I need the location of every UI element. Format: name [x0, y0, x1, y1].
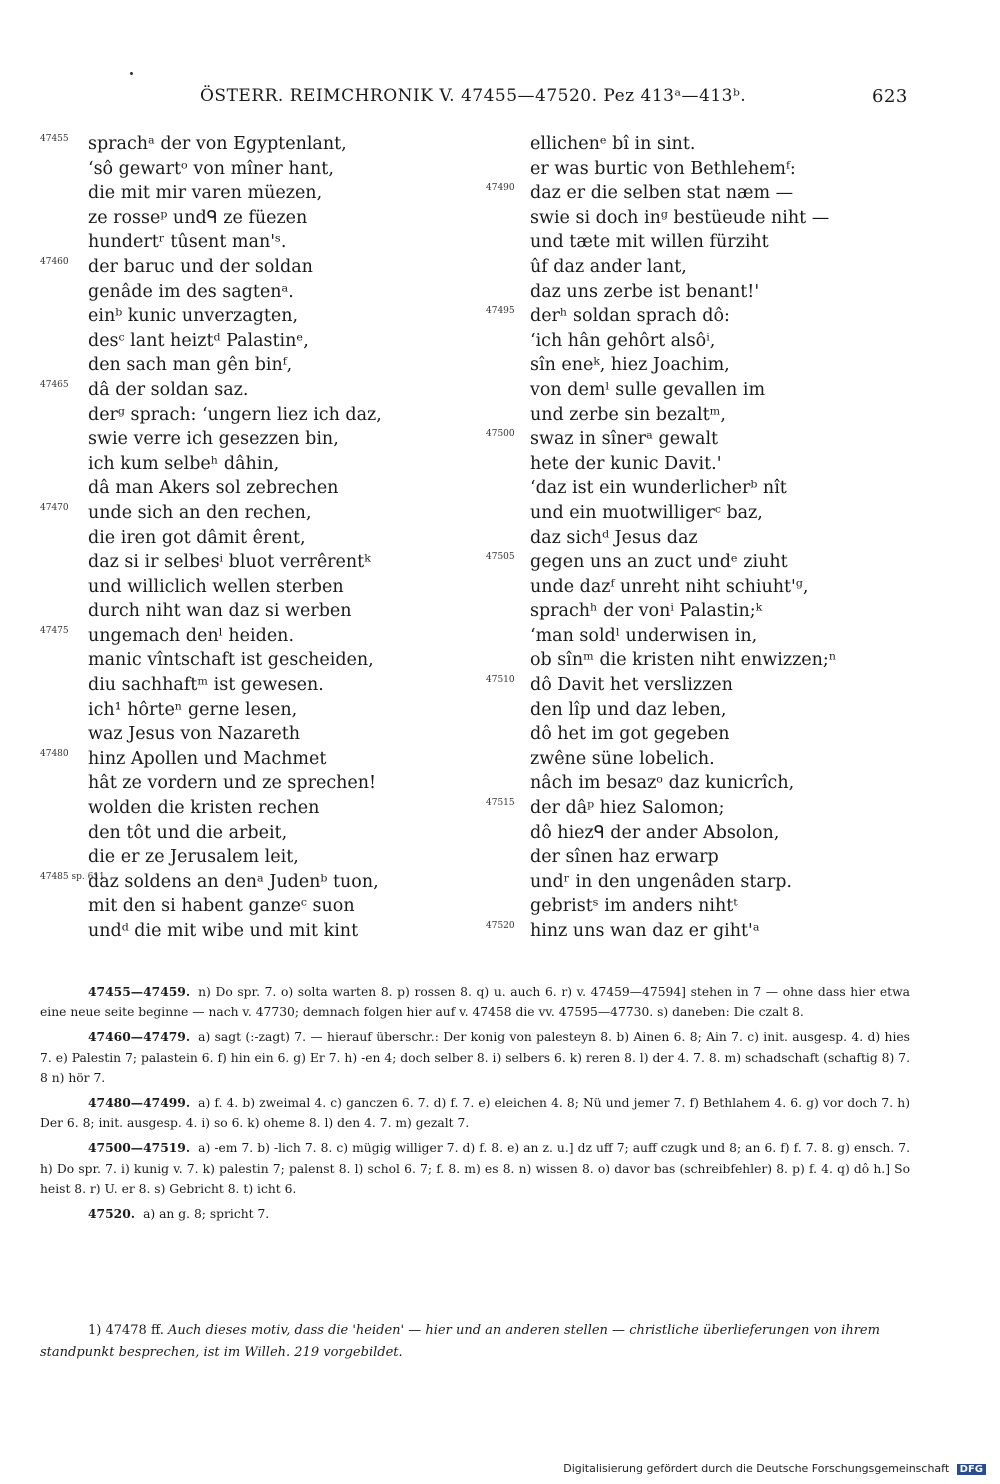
verse-text: sprachᵃ der von Egyptenlant,	[88, 134, 347, 154]
verse-line	[40, 919, 480, 944]
verse-line	[40, 329, 480, 354]
verse-line	[486, 673, 966, 698]
verse-line	[486, 648, 966, 673]
verse-text: ungemach denˡ heiden.	[88, 625, 295, 646]
verse-line	[486, 526, 966, 551]
verse-text: gegen uns an zuct undᵉ ziuht	[530, 552, 788, 573]
verse-text: der dâᵖ hiez Salomon;	[530, 798, 725, 819]
verse-text: ʻich hân gehôrt alsôⁱ,	[530, 330, 716, 351]
verse-text: zwêne süne lobelich.	[530, 748, 715, 769]
line-number: 47480	[40, 748, 69, 759]
verse-text: hundertʳ tûsent man'ˢ.	[88, 232, 287, 253]
dfg-logo: DFG	[957, 1464, 986, 1475]
verse-text: ob sînᵐ die kristen niht enwizzen;ⁿ	[530, 650, 837, 671]
verse-text: hinz Apollen und Machmet	[88, 748, 327, 769]
verse-line	[40, 157, 480, 182]
verse-text: desᶜ lant heiztᵈ Palastinᵉ,	[88, 330, 309, 351]
verse-line	[486, 181, 966, 206]
verse-text: unde sich an den rechen,	[88, 502, 312, 523]
verse-line	[486, 378, 966, 403]
verse-column-left	[40, 132, 480, 944]
verse-line	[486, 821, 966, 846]
verse-line	[40, 648, 480, 673]
footnote-ref: 1) 47478 ff.	[88, 1323, 164, 1338]
verse-text: swie si doch inᵍ bestüeude niht —	[530, 207, 830, 228]
verse-line	[486, 771, 966, 796]
verse-line	[40, 181, 480, 206]
verse-text: die er ze Jerusalem leit,	[88, 847, 299, 868]
verse-text: undᵈ die mit wibe und mit kint	[88, 921, 359, 941]
verse-line	[40, 796, 480, 821]
verse-text: und zerbe sin bezaltᵐ,	[530, 404, 726, 425]
verse-text: manic vîntschaft ist gescheiden,	[88, 650, 374, 671]
verse-line	[40, 452, 480, 477]
verse-text: der sînen haz erwarp	[530, 847, 719, 868]
verse-line	[40, 132, 480, 157]
verse-text: swaz in sînerᵃ gewalt	[530, 429, 719, 450]
verse-text: unde dazᶠ unreht niht schiuht'ᵍ,	[530, 576, 809, 597]
verse-text: hinz uns wan daz er giht'ᵃ	[530, 921, 760, 941]
verse-text: ze rosseᵖ undᑫ ze füezen	[88, 207, 308, 228]
verse-line	[40, 255, 480, 280]
line-number: 47460	[40, 256, 69, 267]
verse-text: daz uns zerbe ist benant!'	[530, 281, 760, 302]
verse-text: und ein muotwilligerᶜ baz,	[530, 502, 763, 523]
verse-line	[40, 353, 480, 378]
apparatus-ref: 47520.	[88, 1206, 136, 1222]
verse-line	[40, 550, 480, 575]
verse-text: dâ der soldan saz.	[88, 379, 249, 400]
verse-line	[40, 575, 480, 600]
verse-text: er was burtic von Bethlehemᶠ:	[530, 158, 796, 179]
verse-line	[486, 698, 966, 723]
verse-text: ûf daz ander lant,	[530, 256, 687, 277]
verse-line	[486, 919, 966, 944]
apparatus-entry	[40, 1204, 910, 1224]
verse-line	[40, 230, 480, 255]
verse-line	[40, 206, 480, 231]
verse-text: den tôt und die arbeit,	[88, 822, 288, 843]
verse-line	[40, 771, 480, 796]
verse-text: dô hiezᑫ der ander Absolon,	[530, 822, 780, 843]
footnote-text: Auch dieses motiv, dass die 'heiden' — hier und an anderen stellen — christliche überlieferungen von ihrem standpunkt besprechen, ist im Willeh. 219 vorgebildet.	[40, 1323, 880, 1360]
verse-line	[40, 526, 480, 551]
verse-line	[486, 845, 966, 870]
scan-speck	[130, 72, 133, 75]
line-number: 47475	[40, 625, 69, 636]
verse-text: ich kum selbeʰ dâhin,	[88, 453, 280, 474]
verse-text: ellichenᵉ bî in sint.	[530, 134, 696, 154]
verse-text: durch niht wan daz si werben	[88, 601, 352, 622]
apparatus-text: a) -em 7. b) -lich 7. 8. c) mügig williger 7. d) f. 8. e) an z. u.] dz uff 7; auff czugk und 8; an 6. f) f. 7. 8. g) ensch. 7. h) Do spr. 7. i) kunig v. 7. k) palestin 7; palenst 8. l) schol 6. 7; f. 8. m) es 8. n) wissen 8. o) davor bas (schreibfehler) 8. p) f. 4. q) dô h.] So heist 8. r) U. er 8. s) Gebricht 8. t) icht 6.	[40, 1141, 910, 1196]
apparatus-ref: 47480—47499.	[88, 1095, 191, 1111]
verse-line	[486, 476, 966, 501]
verse-line	[40, 845, 480, 870]
apparatus-text: a) sagt (:-zagt) 7. — hierauf überschr.: Der konig von palesteyn 8. b) Ainen 6. 8; Ain 7. c) init. ausgesp. 4. d) hies 7. e) Palestin 7; palastein 6. f) hin ein 6. g) Er 7. h) -en 4; doch selber 8. i) selbers 6. k) reren 8. l) der 4. 7. 8. m) schadschaft (schaftig 8) 7. 8 n) hör 7.	[40, 1030, 910, 1085]
verse-line	[40, 403, 480, 428]
line-number: 47495	[486, 306, 515, 317]
verse-line	[40, 698, 480, 723]
verse-line	[40, 722, 480, 747]
verse-text: daz er die selben stat næm —	[530, 183, 794, 204]
verse-text: der baruc und der soldan	[88, 256, 313, 277]
verse-line	[40, 476, 480, 501]
verse-text: und williclich wellen sterben	[88, 576, 344, 597]
digitization-credit	[563, 1462, 986, 1475]
verse-line	[40, 894, 480, 919]
apparatus-entry	[40, 1093, 910, 1133]
verse-text: dô het im got gegeben	[530, 724, 730, 745]
verse-line	[40, 501, 480, 526]
verse-line	[486, 894, 966, 919]
line-number: 47520	[486, 921, 515, 931]
verse-line	[486, 747, 966, 772]
apparatus-ref: 47455—47459.	[88, 984, 191, 999]
verse-line	[486, 403, 966, 428]
verse-text: mit den si habent ganzeᶜ suon	[88, 896, 355, 917]
apparatus-ref: 47500—47519.	[88, 1140, 191, 1156]
verse-line	[486, 452, 966, 477]
verse-text: sprachʰ der vonⁱ Palastin;ᵏ	[530, 601, 763, 622]
verse-text: diu sachhaftᵐ ist gewesen.	[88, 675, 324, 696]
verse-text: swie verre ich gesezzen bin,	[88, 429, 339, 450]
verse-text: und tæte mit willen fürziht	[530, 232, 769, 253]
verse-line	[486, 575, 966, 600]
header-title: ÖSTERR. REIMCHRONIK V. 47455—47520. Pez 413ᵃ—413ᵇ.	[200, 86, 747, 106]
verse-line	[486, 230, 966, 255]
verse-text: derʰ soldan sprach dô:	[530, 306, 730, 327]
verse-text: ich¹ hôrteⁿ gerne lesen,	[88, 699, 298, 720]
page-number: 623	[872, 86, 908, 107]
line-number: 47485 sp. 611	[40, 871, 105, 882]
running-header	[0, 86, 1000, 112]
apparatus-text: n) Do spr. 7. o) solta warten 8. p) rossen 8. q) u. auch 6. r) v. 47459—47594] stehen in 7 — ohne dass hier etwa eine neue seite beginne — nach v. 47730; demnach folgen hier auf v. 47458 die vv. 47595—47730. s) daneben: Die czalt 8.	[40, 985, 910, 1020]
verse-text: dâ man Akers sol zebrechen	[88, 478, 339, 499]
line-number: 47510	[486, 675, 515, 686]
verse-line	[486, 157, 966, 182]
apparatus-entry	[40, 982, 910, 1022]
verse-line	[486, 132, 966, 157]
verse-text: den sach man gên binᶠ,	[88, 355, 293, 376]
verse-text: wolden die kristen rechen	[88, 798, 320, 819]
verse-line	[40, 624, 480, 649]
verse-line	[40, 821, 480, 846]
line-number: 47515	[486, 798, 515, 809]
verse-text: die mit mir varen müezen,	[88, 183, 323, 204]
verse-line	[40, 599, 480, 624]
line-number: 47500	[486, 429, 515, 440]
verse-line	[486, 427, 966, 452]
credit-text: Digitalisierung gefördert durch die Deutsche Forschungsgemeinschaft	[563, 1462, 950, 1475]
verse-text: waz Jesus von Nazareth	[88, 724, 301, 745]
verse-text: nâch im besazᵒ daz kunicrîch,	[530, 773, 795, 794]
verse-text: undʳ in den ungenâden starp.	[530, 871, 792, 892]
verse-text: von demˡ sulle gevallen im	[530, 379, 766, 400]
apparatus-entry	[40, 1138, 910, 1199]
verse-text: derᵍ sprach: ʻungern liez ich daz,	[88, 404, 382, 425]
verse-text: gebristˢ im anders nihtᵗ	[530, 896, 738, 917]
verse-line	[486, 796, 966, 821]
verse-line	[40, 747, 480, 772]
verse-line	[40, 304, 480, 329]
verse-line	[40, 280, 480, 305]
verse-column-right	[486, 132, 966, 944]
critical-apparatus	[40, 982, 910, 1229]
apparatus-entry	[40, 1027, 910, 1088]
verse-text: sîn eneᵏ, hiez Joachim,	[530, 355, 730, 376]
line-number: 47470	[40, 502, 69, 513]
verse-text: ʻsô gewartᵒ von mîner hant,	[88, 158, 334, 179]
verse-text: hete der kunic Davit.'	[530, 453, 722, 474]
verse-text: dô Davit het verslizzen	[530, 675, 733, 696]
verse-line	[40, 378, 480, 403]
verse-text: daz si ir selbesⁱ bluot verrêrentᵏ	[88, 552, 371, 573]
verse-line	[486, 550, 966, 575]
verse-line	[486, 353, 966, 378]
verse-text: die iren got dâmit êrent,	[88, 527, 306, 548]
verse-line	[486, 255, 966, 280]
verse-line	[486, 624, 966, 649]
line-number: 47455	[40, 134, 69, 144]
verse-line	[486, 329, 966, 354]
verse-line	[486, 304, 966, 329]
verse-line	[486, 722, 966, 747]
verse-text: hât ze vordern und ze sprechen!	[88, 773, 377, 794]
line-number: 47490	[486, 183, 515, 194]
verse-text: einᵇ kunic unverzagten,	[88, 306, 299, 327]
verse-line	[486, 870, 966, 895]
verse-text: daz soldens an denᵃ Judenᵇ tuon,	[88, 871, 379, 892]
verse-line	[40, 673, 480, 698]
verse-text: ʻdaz ist ein wunderlicherᵇ nît	[530, 478, 787, 499]
verse-line	[486, 206, 966, 231]
verse-text: ʻman soldˡ underwisen in,	[530, 625, 758, 646]
verse-text: genâde im des sagtenᵃ.	[88, 281, 294, 302]
verse-line	[486, 501, 966, 526]
line-number: 47465	[40, 379, 69, 390]
footnote	[40, 1320, 910, 1364]
verse-line	[40, 870, 480, 895]
apparatus-text: a) f. 4. b) zweimal 4. c) ganczen 6. 7. d) f. 7. e) eleichen 4. 8; Nü und jemer 7. f) Bethlahem 4. 6. g) vor doch 7. h) Der 6. 8; init. ausgesp. 4. i) so 6. k) oheme 8. l) den 4. 7. m) gezalt 7.	[40, 1096, 910, 1131]
verse-line	[486, 280, 966, 305]
verse-line	[40, 427, 480, 452]
line-number: 47505	[486, 552, 515, 563]
apparatus-text: a) an g. 8; spricht 7.	[143, 1207, 270, 1222]
verse-text: den lîp und daz leben,	[530, 699, 727, 720]
verse-line	[486, 599, 966, 624]
apparatus-ref: 47460—47479.	[88, 1029, 191, 1045]
verse-text: daz sichᵈ Jesus daz	[530, 527, 698, 548]
